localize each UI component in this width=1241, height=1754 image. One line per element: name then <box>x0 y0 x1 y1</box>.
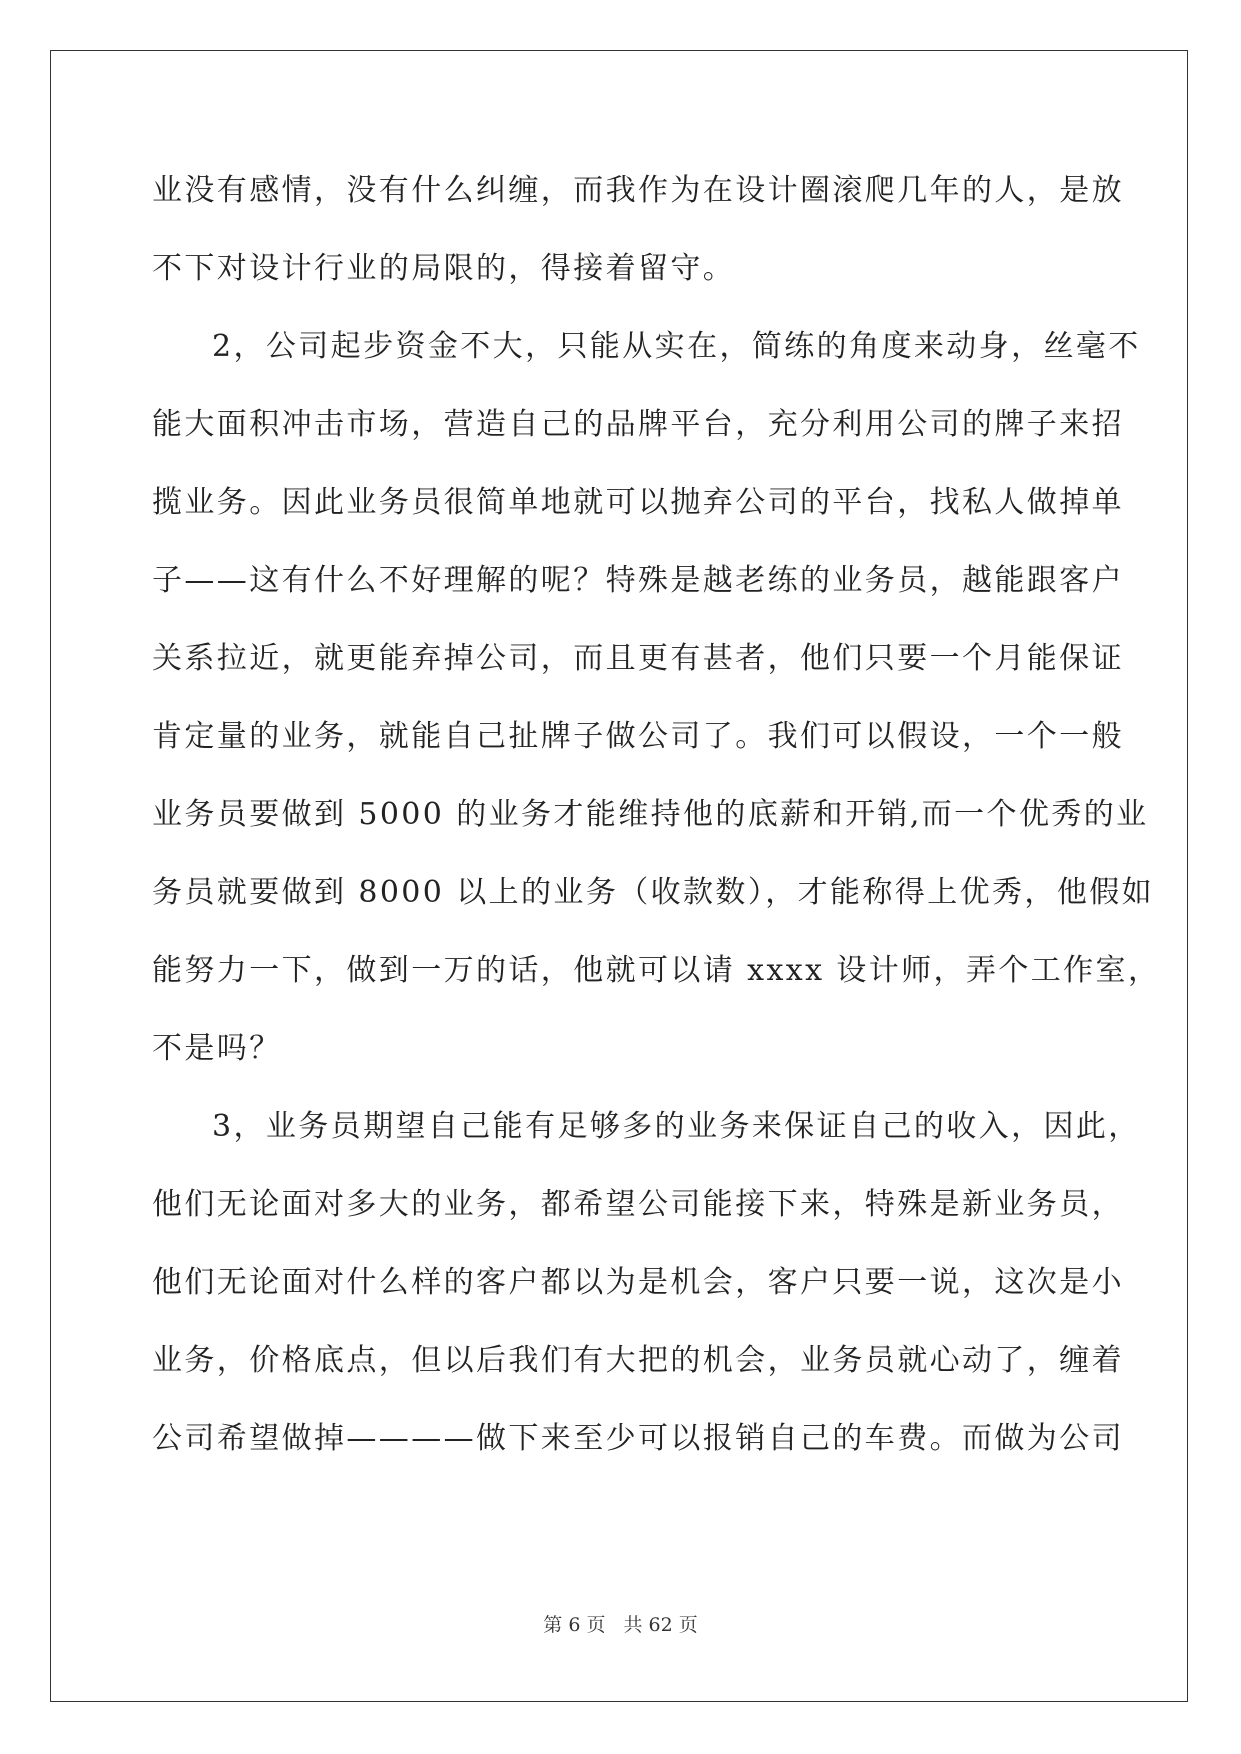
text-line: 业务员要做到 5000 的业务才能维持他的底薪和开销,而一个优秀的业 <box>152 797 1149 832</box>
text-line: 业务，价格底点，但以后我们有大把的机会，业务员就心动了，缠着 <box>152 1343 1124 1378</box>
text-line: 能大面积冲击市场，营造自己的品牌平台，充分利用公司的牌子来招 <box>152 407 1124 442</box>
text-line: 公司希望做掉————做下来至少可以报销自己的车费。而做为公司 <box>152 1421 1124 1456</box>
page-number: 第 6 页 <box>543 1614 606 1636</box>
page-footer <box>0 1610 1241 1637</box>
text-line: 能努力一下，做到一万的话，他就可以请 xxxx 设计师，弄个工作室， <box>152 953 1161 988</box>
text-line: 2，公司起步资金不大，只能从实在，简练的角度来动身，丝毫不 <box>212 329 1141 364</box>
text-line: 不是吗？ <box>152 1031 282 1066</box>
text-line: 关系拉近，就更能弃掉公司，而且更有甚者，他们只要一个月能保证 <box>152 641 1124 676</box>
page-total: 共 62 页 <box>623 1614 698 1636</box>
text-line: 揽业务。因此业务员很简单地就可以抛弃公司的平台，找私人做掉单 <box>152 485 1124 520</box>
text-line: 他们无论面对多大的业务，都希望公司能接下来，特殊是新业务员， <box>152 1187 1124 1222</box>
text-line: 子——这有什么不好理解的呢？特殊是越老练的业务员，越能跟客户 <box>152 563 1124 598</box>
text-line: 他们无论面对什么样的客户都以为是机会，客户只要一说，这次是小 <box>152 1265 1124 1300</box>
text-line: 务员就要做到 8000 以上的业务（收款数），才能称得上优秀，他假如 <box>152 875 1155 910</box>
document-body <box>152 163 1161 1489</box>
text-line: 肯定量的业务，就能自己扯牌子做公司了。我们可以假设，一个一般 <box>152 719 1124 754</box>
text-line: 业没有感情，没有什么纠缠，而我作为在设计圈滚爬几年的人，是放 <box>152 173 1124 208</box>
text-line: 不下对设计行业的局限的，得接着留守。 <box>152 251 736 286</box>
text-line: 3，业务员期望自己能有足够多的业务来保证自己的收入，因此， <box>212 1109 1141 1144</box>
